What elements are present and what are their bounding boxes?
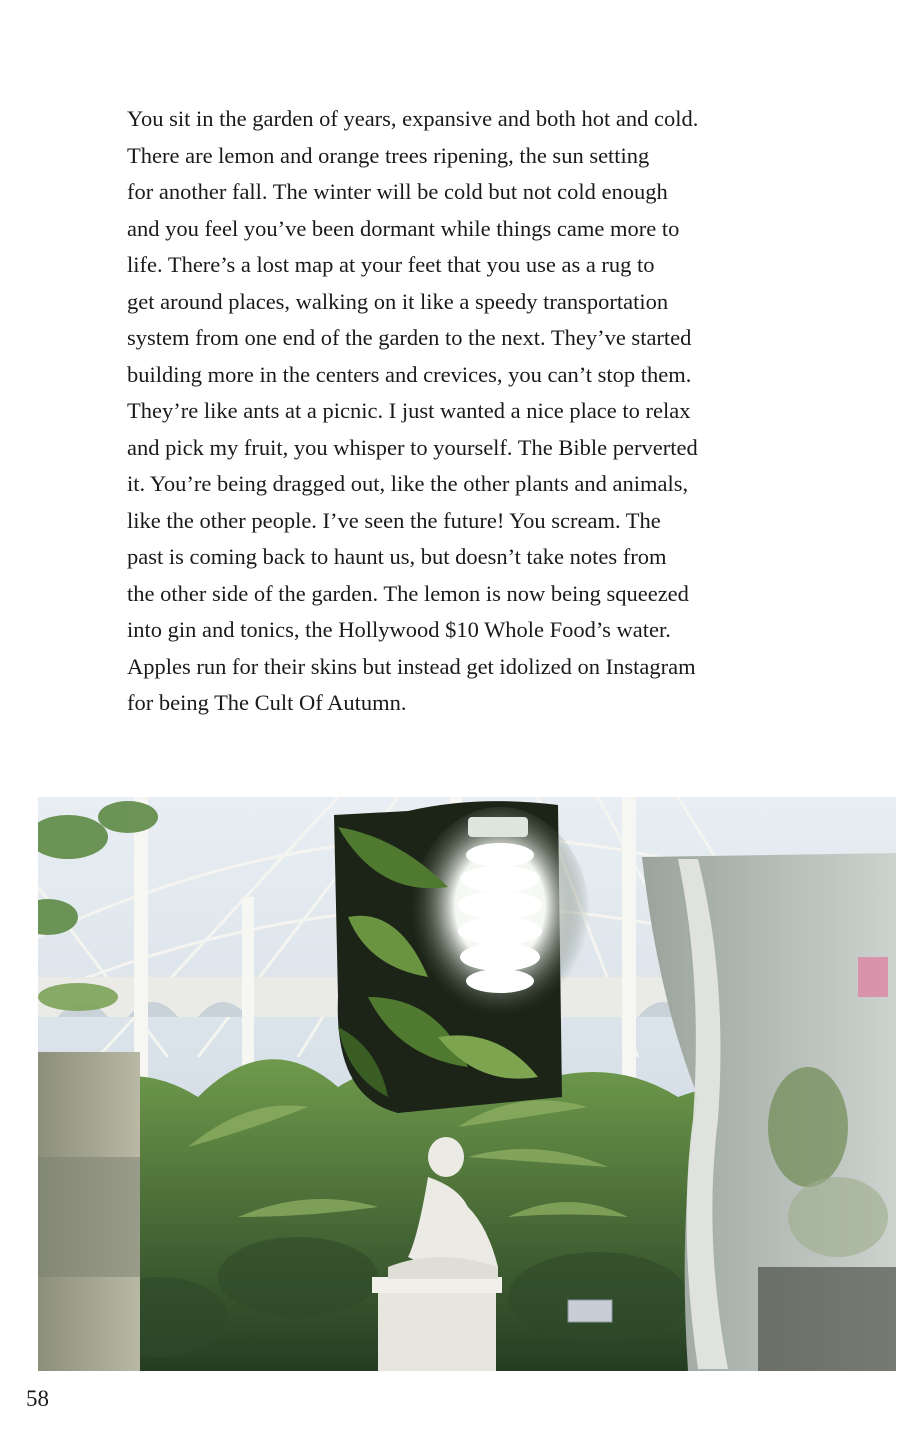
plant-label-sign xyxy=(568,1300,612,1322)
greenhouse-collage-image xyxy=(38,797,896,1371)
text-line: it. You’re being dragged out, like the other plants and animals, xyxy=(127,471,689,496)
text-line: and pick my fruit, you whisper to yourself. The Bible perverted xyxy=(127,434,698,460)
text-line: for another fall. The winter will be cold but not cold enough xyxy=(127,179,668,204)
text-line: building more in the centers and crevices, you can’t stop them. xyxy=(127,361,692,387)
page-number: 58 xyxy=(26,1386,49,1411)
collage-artwork xyxy=(38,797,896,1371)
lightbulb-plant-photo xyxy=(334,801,590,1113)
text-line: Apples run for their skins but instead get idolized on Instagram xyxy=(127,653,696,679)
text-line: life. There’s a lost map at your feet that you use as a rug to xyxy=(127,252,655,277)
text-line: system from one end of the garden to the next. They’ve started xyxy=(127,325,692,350)
body-text xyxy=(127,101,827,722)
text-line: and you feel you’ve been dormant while things came more to xyxy=(127,215,680,241)
text-line: past is coming back to haunt us, but doesn’t take notes from xyxy=(127,544,667,569)
left-collage-panel xyxy=(38,1052,140,1371)
text-line: for being The Cult Of Autumn. xyxy=(127,690,407,715)
text-line: get around places, walking on it like a speedy transportation xyxy=(127,288,669,314)
text-line: into gin and tonics, the Hollywood $10 Whole Food’s water. xyxy=(127,617,671,642)
text-line: You sit in the garden of years, expansive and both hot and cold. xyxy=(127,106,699,131)
text-line: There are lemon and orange trees ripening, the sun setting xyxy=(127,142,650,168)
text-line: They’re like ants at a picnic. I just wanted a nice place to relax xyxy=(127,398,691,423)
text-line: like the other people. I’ve seen the future! You scream. The xyxy=(127,507,661,533)
text-line: the other side of the garden. The lemon is now being squeezed xyxy=(127,580,689,606)
